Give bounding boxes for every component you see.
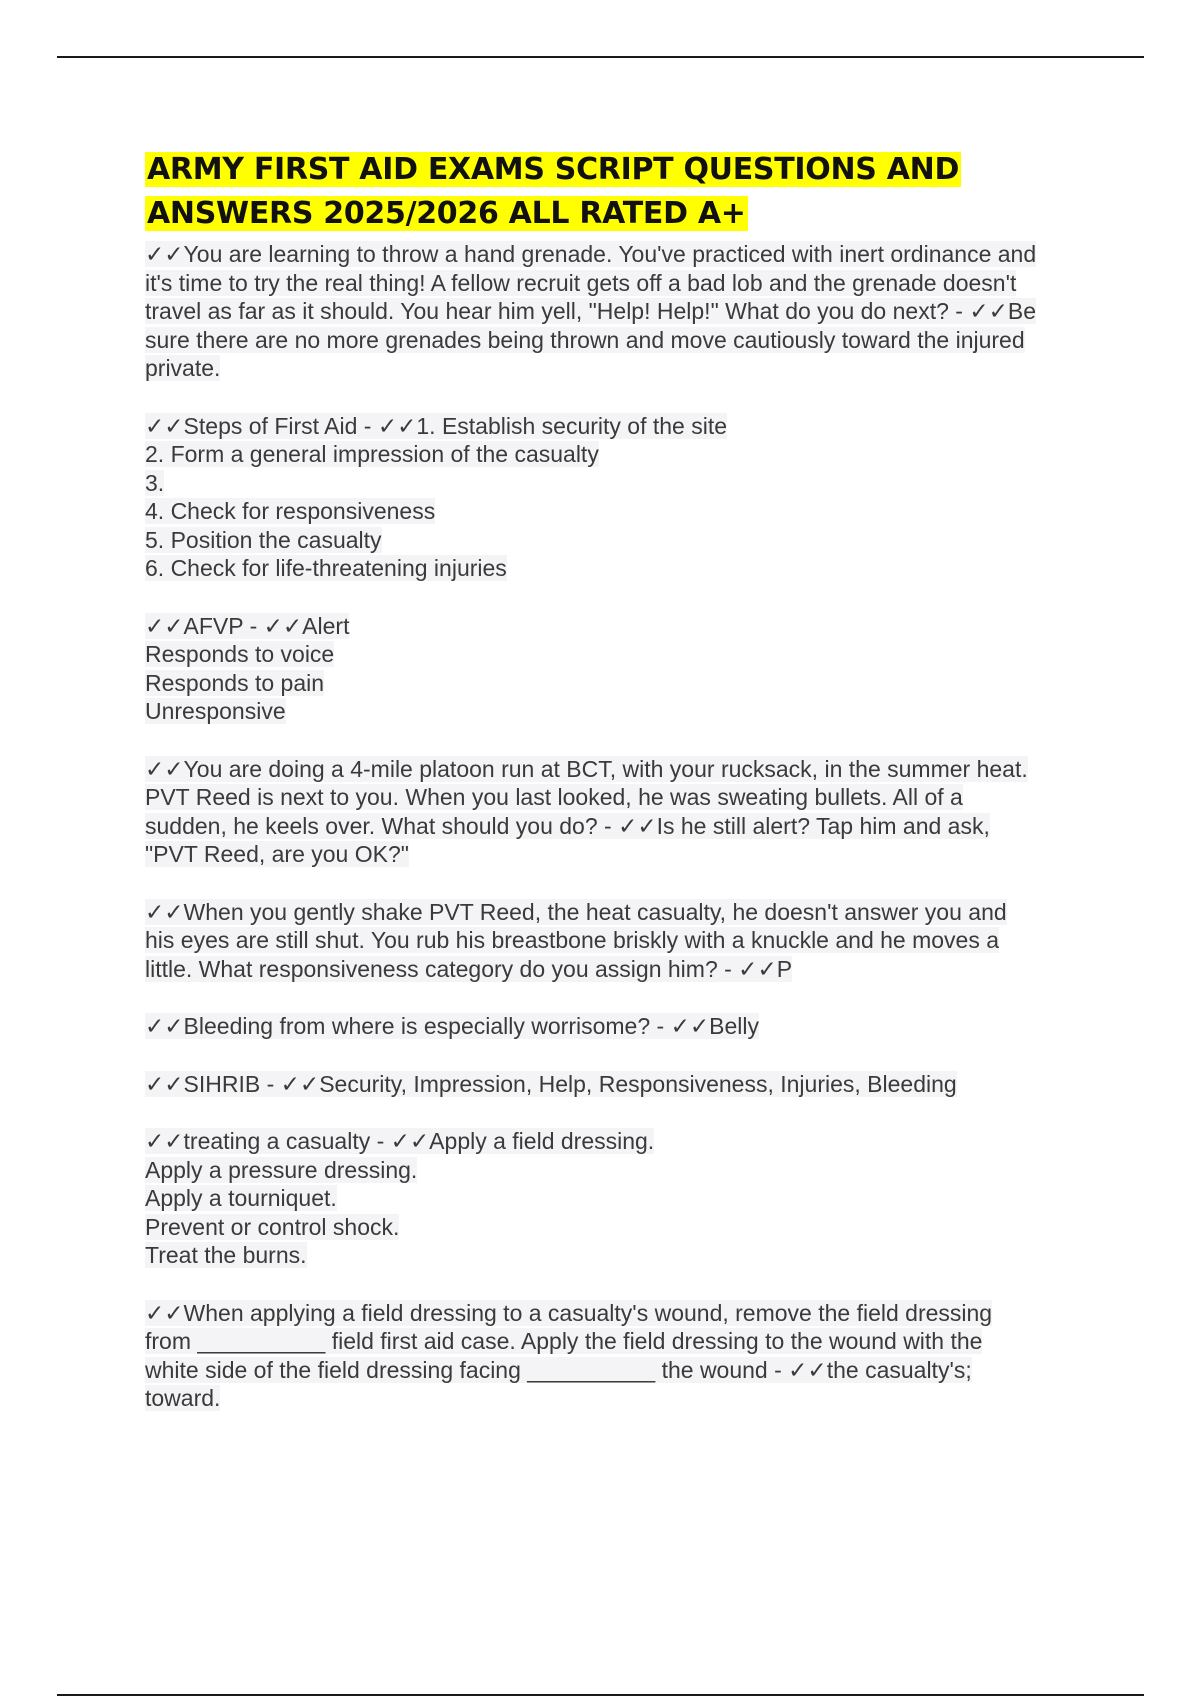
qa-line-text: Responds to voice (145, 641, 335, 667)
qa-line (145, 1241, 1095, 1270)
qa-line-text: Treat the burns. (145, 1242, 307, 1268)
title-line-2: ANSWERS 2025/2026 ALL RATED A+ (147, 196, 746, 231)
qa-line (145, 1299, 1095, 1328)
qa-entry (145, 898, 1095, 984)
qa-line-text: PVT Reed is next to you. When you last looked, he was sweating bullets. All of a (145, 784, 963, 810)
qa-entry (145, 1299, 1095, 1413)
qa-line-text: 2. Form a general impression of the casualty (145, 441, 599, 467)
qa-line-text: ✓✓treating a casualty - ✓✓Apply a field dressing. (145, 1128, 655, 1154)
qa-entry (145, 1012, 1095, 1041)
qa-line-text: toward. (145, 1385, 221, 1411)
qa-entry (145, 240, 1095, 383)
bottom-rule (57, 1694, 1144, 1696)
qa-line (145, 955, 1095, 984)
qa-entry (145, 755, 1095, 869)
qa-line (145, 297, 1095, 326)
qa-line-text: Responds to pain (145, 669, 325, 696)
qa-line (145, 926, 1095, 955)
qa-line-text: Prevent or control shock. (145, 1213, 400, 1240)
qa-line-text: ✓✓AFVP - ✓✓Alert (145, 612, 350, 639)
qa-line-text: 4. Check for responsiveness (145, 498, 436, 524)
qa-line-text: Apply a tourniquet. (145, 1185, 337, 1211)
qa-line (145, 354, 1095, 383)
qa-line (145, 1156, 1095, 1185)
qa-entry (145, 612, 1095, 726)
qa-line-text: ✓✓SIHRIB - ✓✓Security, Impression, Help, Responsiveness, Injuries, Bleeding (145, 1070, 957, 1097)
top-rule (57, 56, 1144, 58)
qa-line-text: ✓✓You are doing a 4-mile platoon run at BCT, with your rucksack, in the summer heat. (145, 755, 1028, 782)
qa-line (145, 240, 1095, 269)
qa-line (145, 554, 1095, 583)
title-line-1: ARMY FIRST AID EXAMS SCRIPT QUESTIONS AND (147, 152, 960, 187)
qa-entry (145, 1127, 1095, 1270)
qa-line-text: ✓✓When applying a field dressing to a casualty's wound, remove the field dressing (145, 1299, 993, 1326)
qa-line-text: "PVT Reed, are you OK?" (145, 841, 409, 867)
qa-list (145, 240, 1095, 1413)
qa-line (145, 640, 1095, 669)
qa-line-text: private. (145, 355, 221, 381)
qa-line (145, 269, 1095, 298)
qa-line (145, 497, 1095, 526)
qa-line (145, 783, 1095, 812)
qa-line (145, 1384, 1095, 1413)
qa-line (145, 412, 1095, 441)
qa-line-text: white side of the field dressing facing __________ the wound - ✓✓the casualty's; (145, 1356, 972, 1383)
qa-line-text: it's time to try the real thing! A fellow recruit gets off a bad lob and the grenade doesn't (145, 269, 1017, 296)
qa-line-text: 6. Check for life-threatening injuries (145, 555, 507, 581)
qa-line (145, 440, 1095, 469)
qa-line-text: little. What responsiveness category do you assign him? - ✓✓P (145, 955, 793, 982)
qa-line-text: ✓✓You are learning to throw a hand grenade. You've practiced with inert ordinance and (145, 241, 1037, 267)
qa-line-text: travel as far as it should. You hear him yell, "Help! Help!" What do you do next? - ✓✓Be (145, 298, 1036, 324)
qa-line (145, 669, 1095, 698)
qa-line (145, 469, 1095, 498)
qa-line (145, 898, 1095, 927)
qa-line (145, 755, 1095, 784)
qa-line (145, 1070, 1095, 1099)
qa-line-text: 3. (145, 469, 165, 496)
qa-entry (145, 412, 1095, 583)
qa-line (145, 1356, 1095, 1385)
qa-line (145, 1012, 1095, 1041)
qa-line (145, 812, 1095, 841)
qa-line (145, 840, 1095, 869)
qa-line (145, 697, 1095, 726)
qa-line (145, 1127, 1095, 1156)
qa-line-text: his eyes are still shut. You rub his breastbone briskly with a knuckle and he moves a (145, 927, 1000, 953)
qa-line-text: Apply a pressure dressing. (145, 1156, 418, 1183)
qa-line-text: ✓✓Steps of First Aid - ✓✓1. Establish security of the site (145, 412, 728, 439)
qa-line-text: sudden, he keels over. What should you do? - ✓✓Is he still alert? Tap him and ask, (145, 812, 990, 839)
qa-line-text: sure there are no more grenades being thrown and move cautiously toward the injured (145, 326, 1025, 353)
qa-line (145, 526, 1095, 555)
qa-line (145, 1184, 1095, 1213)
qa-entry (145, 1070, 1095, 1099)
qa-line (145, 612, 1095, 641)
qa-line-text: 5. Position the casualty (145, 526, 382, 553)
qa-line (145, 1213, 1095, 1242)
qa-line-text: Unresponsive (145, 698, 286, 724)
document-body (145, 148, 1095, 1442)
qa-line (145, 1327, 1095, 1356)
qa-line-text: ✓✓When you gently shake PVT Reed, the heat casualty, he doesn't answer you and (145, 898, 1007, 925)
qa-line-text: ✓✓Bleeding from where is especially worrisome? - ✓✓Belly (145, 1013, 759, 1039)
qa-line (145, 326, 1095, 355)
document-title (145, 148, 1095, 236)
qa-line-text: from __________ field first aid case. Apply the field dressing to the wound with the (145, 1328, 983, 1354)
